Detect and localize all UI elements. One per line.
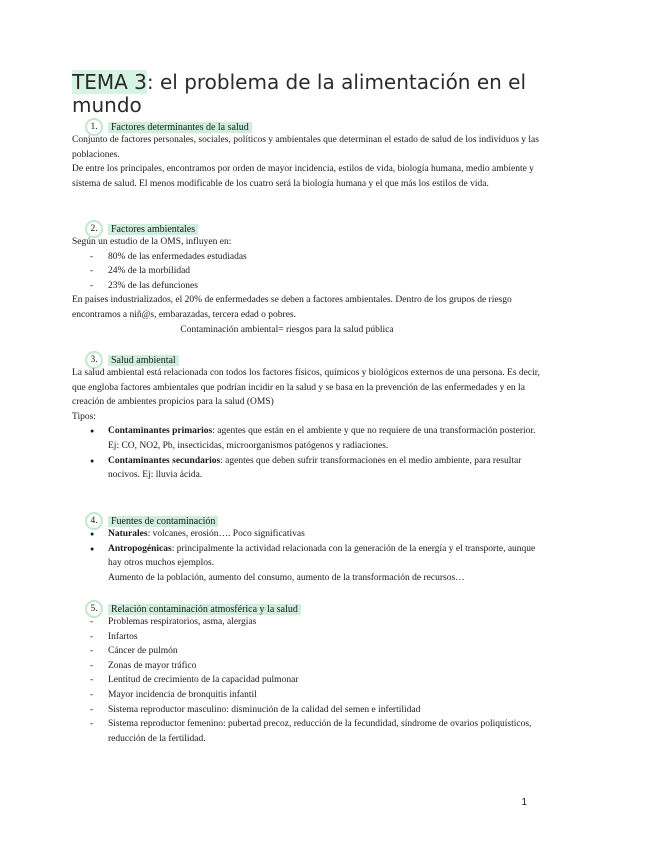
section-4-number: 4. [85, 512, 103, 530]
list-item: - Zonas de mayor tráfico [72, 659, 542, 674]
section-4-title: Fuentes de contaminación [108, 516, 218, 527]
list-item [72, 542, 542, 571]
section-2-formula: Contaminación ambiental= riesgos para la salud pública [180, 324, 394, 335]
section-2-intro: Según un estudio de la OMS, influyen en: [72, 237, 232, 247]
section-4-sources-list [72, 527, 542, 571]
section-3-types-label: Tipos: [72, 411, 96, 422]
section-5-title: Relación contaminación atmosférica y la salud [108, 604, 301, 615]
list-item: - Infartos [72, 630, 542, 645]
list-item: - 24% de la morbilidad [72, 264, 542, 279]
list-item: - Sistema reproductor femenino: pubertad precoz, reducción de la fecundidad, síndrome de ovarios poliquísticos, reducción de la fertilidad. [72, 717, 542, 746]
section-5-list [72, 615, 542, 746]
source-text: : principalmente la actividad relacionada con la generación de la energía y el transporte, aunque hay otros muchos ejemplos. [108, 543, 536, 569]
section-5-number: 5. [85, 600, 103, 618]
section-3-types-list [72, 424, 542, 482]
source-text: : volcanes, erosión…. Poco significativas [147, 529, 305, 539]
section-2-title: Factores ambientales [108, 224, 198, 235]
type-text: : agentes que deben sufrir transformaciones en el medio ambiente, para resultar nocivos. Ej: lluvia ácida. [108, 455, 522, 481]
list-item: - 80% de las enfermedades estudiadas [72, 250, 542, 265]
page-title [72, 71, 552, 117]
list-item [72, 527, 542, 542]
section-4-note: Aumento de la población, aumento del consumo, aumento de la transformación de recursos… [108, 572, 465, 583]
section-5-body [72, 615, 542, 746]
title-rest: : el problema de la alimentación en el mundo [72, 70, 527, 117]
section-2-paragraph: En países industrializados, el 20% de enfermedades se deben a factores ambientales. Dentro de los grupos de riesgo encontramos a niñ@s, embarazadas, tercera edad o pobres. [72, 295, 512, 320]
section-1-title: Factores determinantes de la salud [108, 122, 252, 133]
section-2-body [72, 235, 542, 337]
section-1-paragraph-2: De entre los principales, encontramos por orden de mayor incidencia, estilos de vida, biología humana, medio ambiente y sistema de salud. El menos modificable de los cuatro será la biología humana y el que más los estilos de vida. [72, 164, 534, 189]
list-item: - Cáncer de pulmón [72, 644, 542, 659]
section-4-body [72, 527, 542, 585]
list-item: - Lentitud de crecimiento de la capacidad pulmonar [72, 673, 542, 688]
section-2-number: 2. [85, 220, 103, 238]
section-1-number: 1. [85, 118, 103, 136]
section-3-paragraph: La salud ambiental está relacionada con todos los factores físicos, químicos y biológicos externos de una persona. Es decir, que engloba factores ambientales que podrían incidir en la salud y se basa en la prevención de las enfermedades y en la creación de ambientes propicios para la salud (OMS) [72, 368, 540, 408]
list-item: - Sistema reproductor masculino: disminución de la calidad del semen e infertilidad [72, 703, 542, 718]
section-2-list [72, 250, 542, 294]
section-3-number: 3. [85, 351, 103, 369]
list-item: - Problemas respiratorios, asma, alergias [72, 615, 542, 630]
section-1-body [72, 133, 542, 191]
section-3-body [72, 366, 542, 483]
list-item: - Mayor incidencia de bronquitis infantil [72, 688, 542, 703]
source-term: Antropogénicas [108, 543, 172, 554]
list-item: - 23% de las defunciones [72, 279, 542, 294]
section-3-title: Salud ambiental [108, 355, 179, 366]
source-term: Naturales [108, 529, 148, 539]
type-text: : agentes que están en el ambiente y que no requiere de una transformación posterior. Ej: CO, NO2, Pb, insecticidas, microorganismos patógenos y radiaciones. [108, 426, 536, 451]
page-number: 1 [521, 797, 527, 808]
type-term: Contaminantes secundarios [108, 455, 221, 466]
section-1-paragraph-1: Conjunto de factores personales, sociales, políticos y ambientales que determinan el estado de salud de los individuos y las poblaciones. [72, 135, 539, 160]
type-term: Contaminantes primarios [108, 426, 213, 437]
list-item [72, 454, 542, 483]
title-highlight: TEMA 3 [72, 70, 147, 94]
list-item [72, 424, 542, 453]
